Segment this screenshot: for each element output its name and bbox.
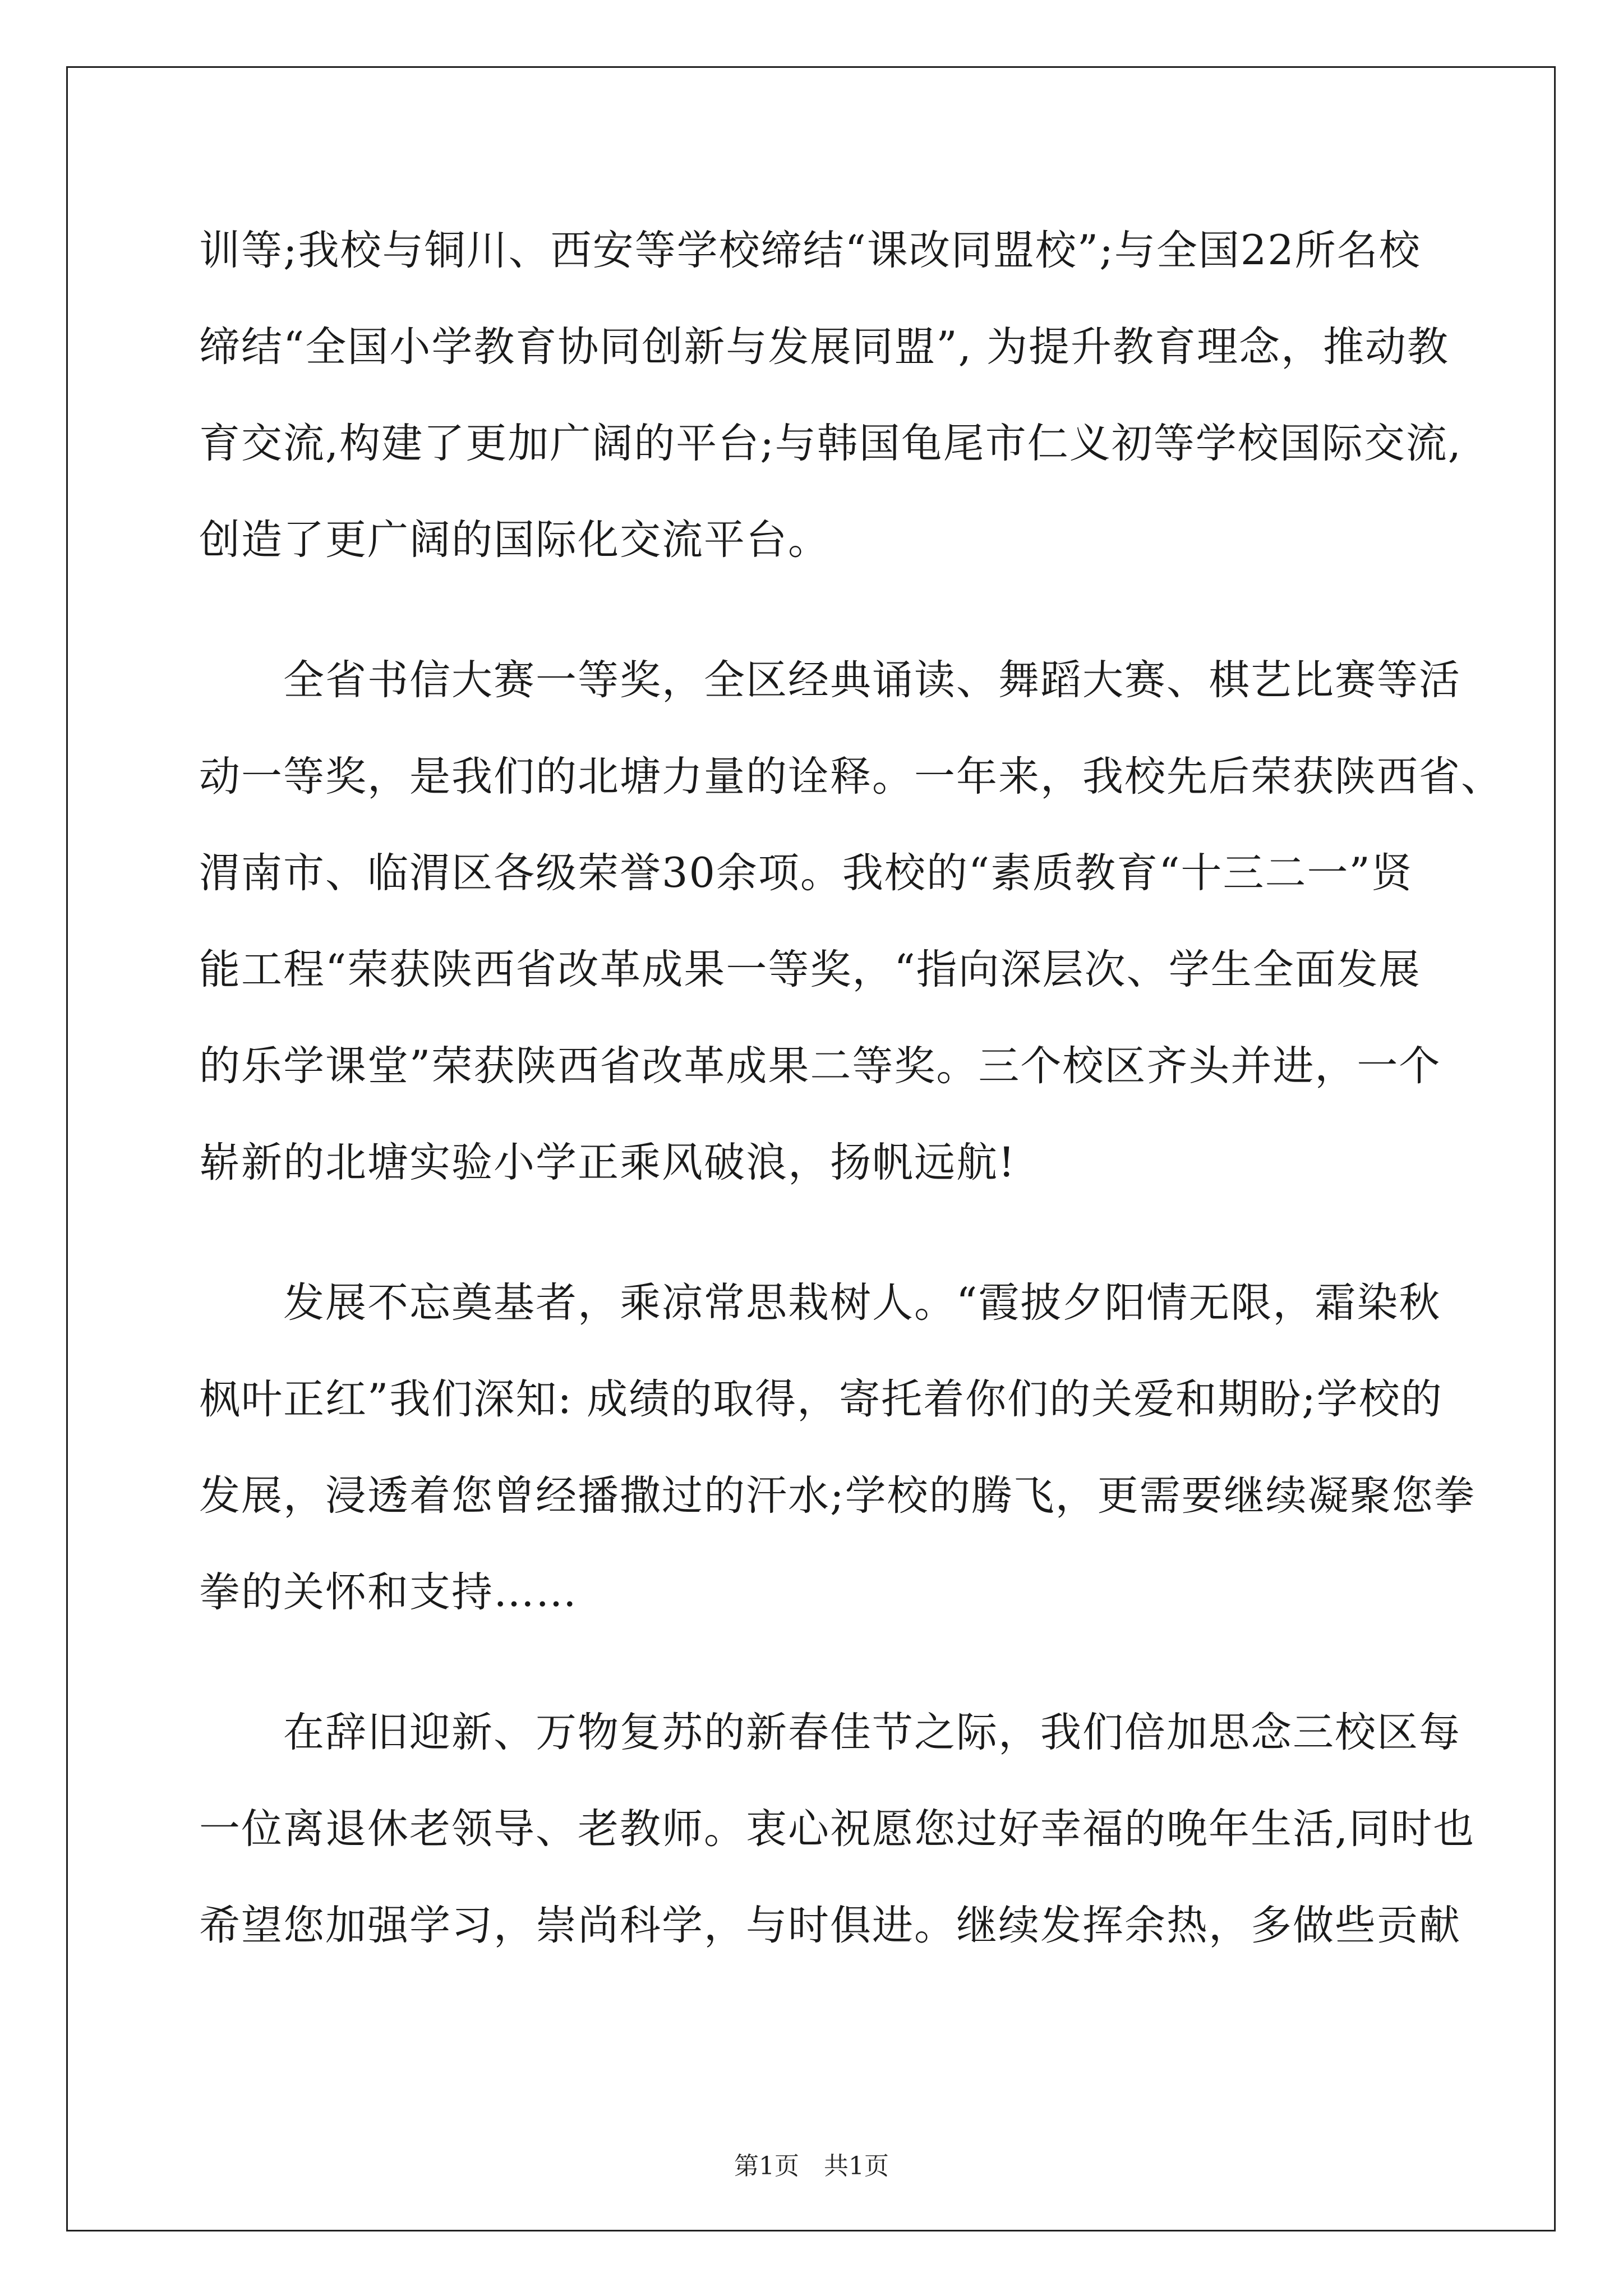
page-number-footer: 第1页 共1页	[734, 2152, 889, 2180]
body-line: 拳的关怀和支持……	[199, 1568, 578, 1616]
body-line: 创造了更广阔的国际化交流平台。	[199, 516, 830, 564]
body-line: 的乐学课堂”荣获陕西省改革成果二等奖。三个校区齐头并进，一个	[199, 1042, 1441, 1090]
body-line: 枫叶正红”我们深知: 成绩的取得，寄托着你们的关爱和期盼;学校的	[199, 1375, 1443, 1423]
body-line: 希望您加强学习，崇尚科学，与时俱进。继续发挥余热，多做些贡献	[199, 1902, 1461, 1949]
body-line: 能工程“荣获陕西省改革成果一等奖，“指向深层次、学生全面发展	[199, 946, 1421, 993]
body-line: 全省书信大赛一等奖，全区经典诵读、舞蹈大赛、棋艺比赛等活	[199, 656, 1461, 704]
body-line: 发展，浸透着您曾经播撒过的汗水;学校的腾飞，更需要继续凝聚您拳	[199, 1472, 1476, 1520]
body-line: 崭新的北塘实验小学正乘风破浪，扬帆远航!	[199, 1139, 1016, 1186]
body-line: 发展不忘奠基者，乘凉常思栽树人。“霞披夕阳情无限，霜染秋	[199, 1279, 1441, 1327]
body-line: 一位离退休老领导、老教师。衷心祝愿您过好幸福的晚年生活,同时也	[199, 1805, 1476, 1853]
body-line: 动一等奖，是我们的北塘力量的诠释。一年来，我校先后荣获陕西省、	[199, 753, 1503, 800]
body-line: 训等;我校与铜川、西安等学校缔结“课改同盟校”;与全国22所名校	[199, 227, 1421, 274]
body-line: 育交流,构建了更加广阔的平台;与韩国龟尾市仁义初等学校国际交流,	[199, 420, 1463, 467]
body-line: 渭南市、临渭区各级荣誉30余项。我校的“素质教育“十三二一”贤	[199, 849, 1413, 897]
body-line: 缔结“全国小学教育协同创新与发展同盟”, 为提升教育理念，推动教	[199, 323, 1450, 371]
body-line: 在辞旧迎新、万物复苏的新春佳节之际，我们倍加思念三校区每	[199, 1709, 1461, 1756]
